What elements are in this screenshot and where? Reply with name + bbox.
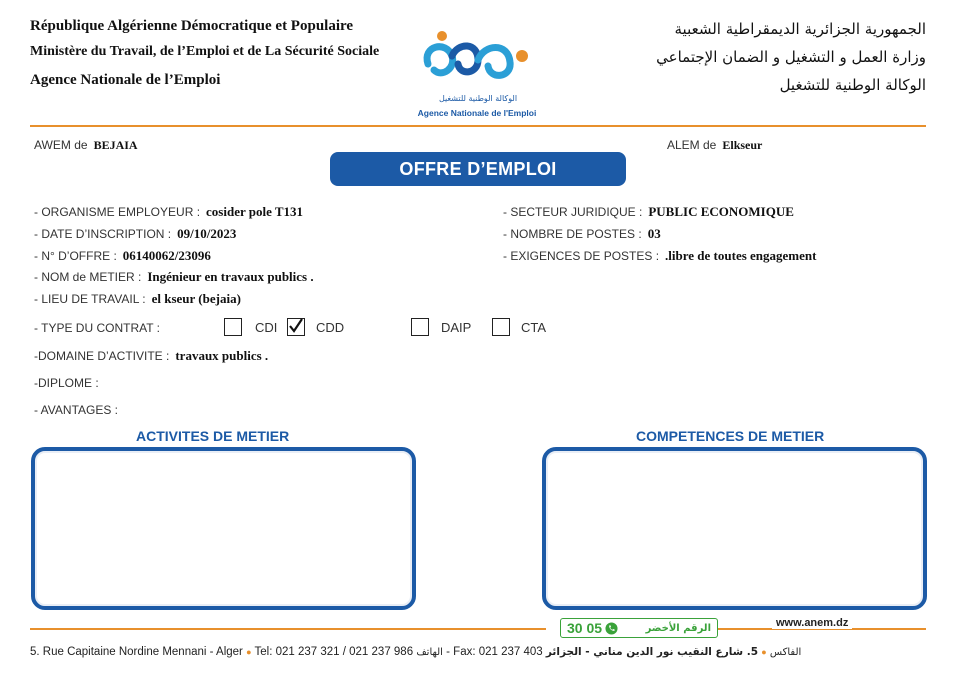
anem-logo-mark — [412, 16, 542, 96]
cta-checkbox[interactable] — [492, 318, 510, 336]
date-row — [34, 226, 236, 242]
header-ar-line2: وزارة العمل و التشغيل و الضمان الإجتماعي — [656, 48, 926, 66]
green-number-label: الرقم الأخضر — [645, 622, 711, 634]
activites-box — [31, 447, 416, 610]
green-number-group — [567, 620, 618, 636]
diplome-label: -DIPLOME : — [34, 376, 99, 390]
cdi-label: CDI — [255, 320, 278, 335]
metier-row — [34, 269, 314, 285]
green-number: 30 05 — [567, 620, 603, 636]
logo-arabic-text: الوكالة الوطنية للتشغيل — [438, 94, 518, 103]
daip-checkbox[interactable] — [411, 318, 429, 336]
footer-address-ar: 5. شارع النقيب نور الدين مناني - الجزائر — [545, 646, 758, 658]
footer-dot-1: ● — [246, 647, 252, 657]
anem-logo — [412, 16, 542, 122]
header-ar-line1: الجمهورية الجزائرية الديمقراطية الشعبية — [674, 20, 926, 38]
domaine-label: -DOMAINE D’ACTIVITE : — [34, 349, 170, 363]
footer-tel: Tel: 021 237 321 / 021 237 986 — [254, 646, 414, 658]
green-number-badge — [560, 618, 718, 638]
alem-label: ALEM de — [667, 138, 717, 152]
awem-row — [34, 138, 138, 153]
website-link[interactable]: www.anem.dz — [772, 617, 852, 629]
alem-value: Elkseur — [722, 138, 763, 152]
footer-divider-left — [30, 628, 546, 630]
metier-label: - NOM de METIER : — [34, 270, 142, 284]
awem-label: AWEM de — [34, 138, 88, 152]
lieu-value: el kseur (bejaia) — [151, 291, 241, 306]
footer-dot-2: ● — [761, 647, 767, 657]
logo-french-text: Agence Nationale de l'Emploi — [417, 108, 537, 118]
competences-title: COMPETENCES DE METIER — [636, 428, 825, 444]
footer-address-fr: 5. Rue Capitaine Nordine Mennani - Alger — [30, 646, 243, 658]
header-fr-line2: Ministère du Travail, de l’Emploi et de La Sécurité Sociale — [30, 44, 380, 59]
footer-address-line — [30, 646, 801, 658]
domaine-value: travaux publics . — [175, 348, 269, 363]
footer-fax-ar: الفاكس — [769, 647, 802, 658]
daip-label: DAIP — [441, 320, 472, 335]
competences-box — [542, 447, 927, 610]
exigences-label: - EXIGENCES DE POSTES : — [503, 249, 660, 263]
activites-title: ACTIVITES DE METIER — [136, 428, 290, 444]
exigences-value: .libre de toutes engagement — [665, 248, 817, 263]
organisme-value: cosider pole T131 — [206, 204, 304, 219]
metier-value: Ingénieur en travaux publics . — [147, 269, 314, 284]
date-label: - DATE D’INSCRIPTION : — [34, 227, 172, 241]
awem-value: BEJAIA — [93, 138, 138, 152]
phone-icon — [605, 622, 618, 635]
secteur-label: - SECTEUR JURIDIQUE : — [503, 205, 643, 219]
cta-label: CTA — [521, 320, 547, 335]
avantages-label: - AVANTAGES : — [34, 403, 119, 417]
alem-row — [667, 138, 762, 153]
cdd-label: CDD — [316, 320, 345, 335]
postes-label: - NOMBRE DE POSTES : — [503, 227, 642, 241]
checkmark-icon — [288, 318, 304, 334]
offre-label: - N° D’OFFRE : — [34, 249, 117, 263]
postes-row — [503, 226, 661, 242]
offre-row — [34, 248, 211, 264]
footer-sep: - — [446, 646, 454, 658]
postes-value: 03 — [647, 226, 661, 241]
cdd-checkbox[interactable] — [287, 318, 305, 336]
document-title: OFFRE D’EMPLOI — [330, 152, 626, 186]
organisme-label: - ORGANISME EMPLOYEUR : — [34, 205, 201, 219]
footer-fax: Fax: 021 237 403 — [453, 646, 543, 658]
organisme-row — [34, 204, 303, 220]
date-value: 09/10/2023 — [177, 226, 237, 241]
header-fr-line1: République Algérienne Démocratique et Populaire — [30, 18, 354, 34]
header-ar-line3: الوكالة الوطنية للتشغيل — [779, 76, 926, 94]
contrat-label: - TYPE DU CONTRAT : — [34, 321, 161, 335]
secteur-row — [503, 204, 794, 220]
exigences-row — [503, 248, 816, 264]
secteur-value: PUBLIC ECONOMIQUE — [648, 204, 794, 219]
cdi-checkbox[interactable] — [224, 318, 242, 336]
lieu-row — [34, 291, 241, 307]
header-divider — [30, 125, 926, 127]
header-fr-line3: Agence Nationale de l’Emploi — [30, 72, 221, 88]
offre-value: 06140062/23096 — [122, 248, 211, 263]
domaine-row — [34, 348, 268, 364]
footer-tel-ar: الهاتف — [416, 647, 443, 658]
lieu-label: - LIEU DE TRAVAIL : — [34, 292, 146, 306]
